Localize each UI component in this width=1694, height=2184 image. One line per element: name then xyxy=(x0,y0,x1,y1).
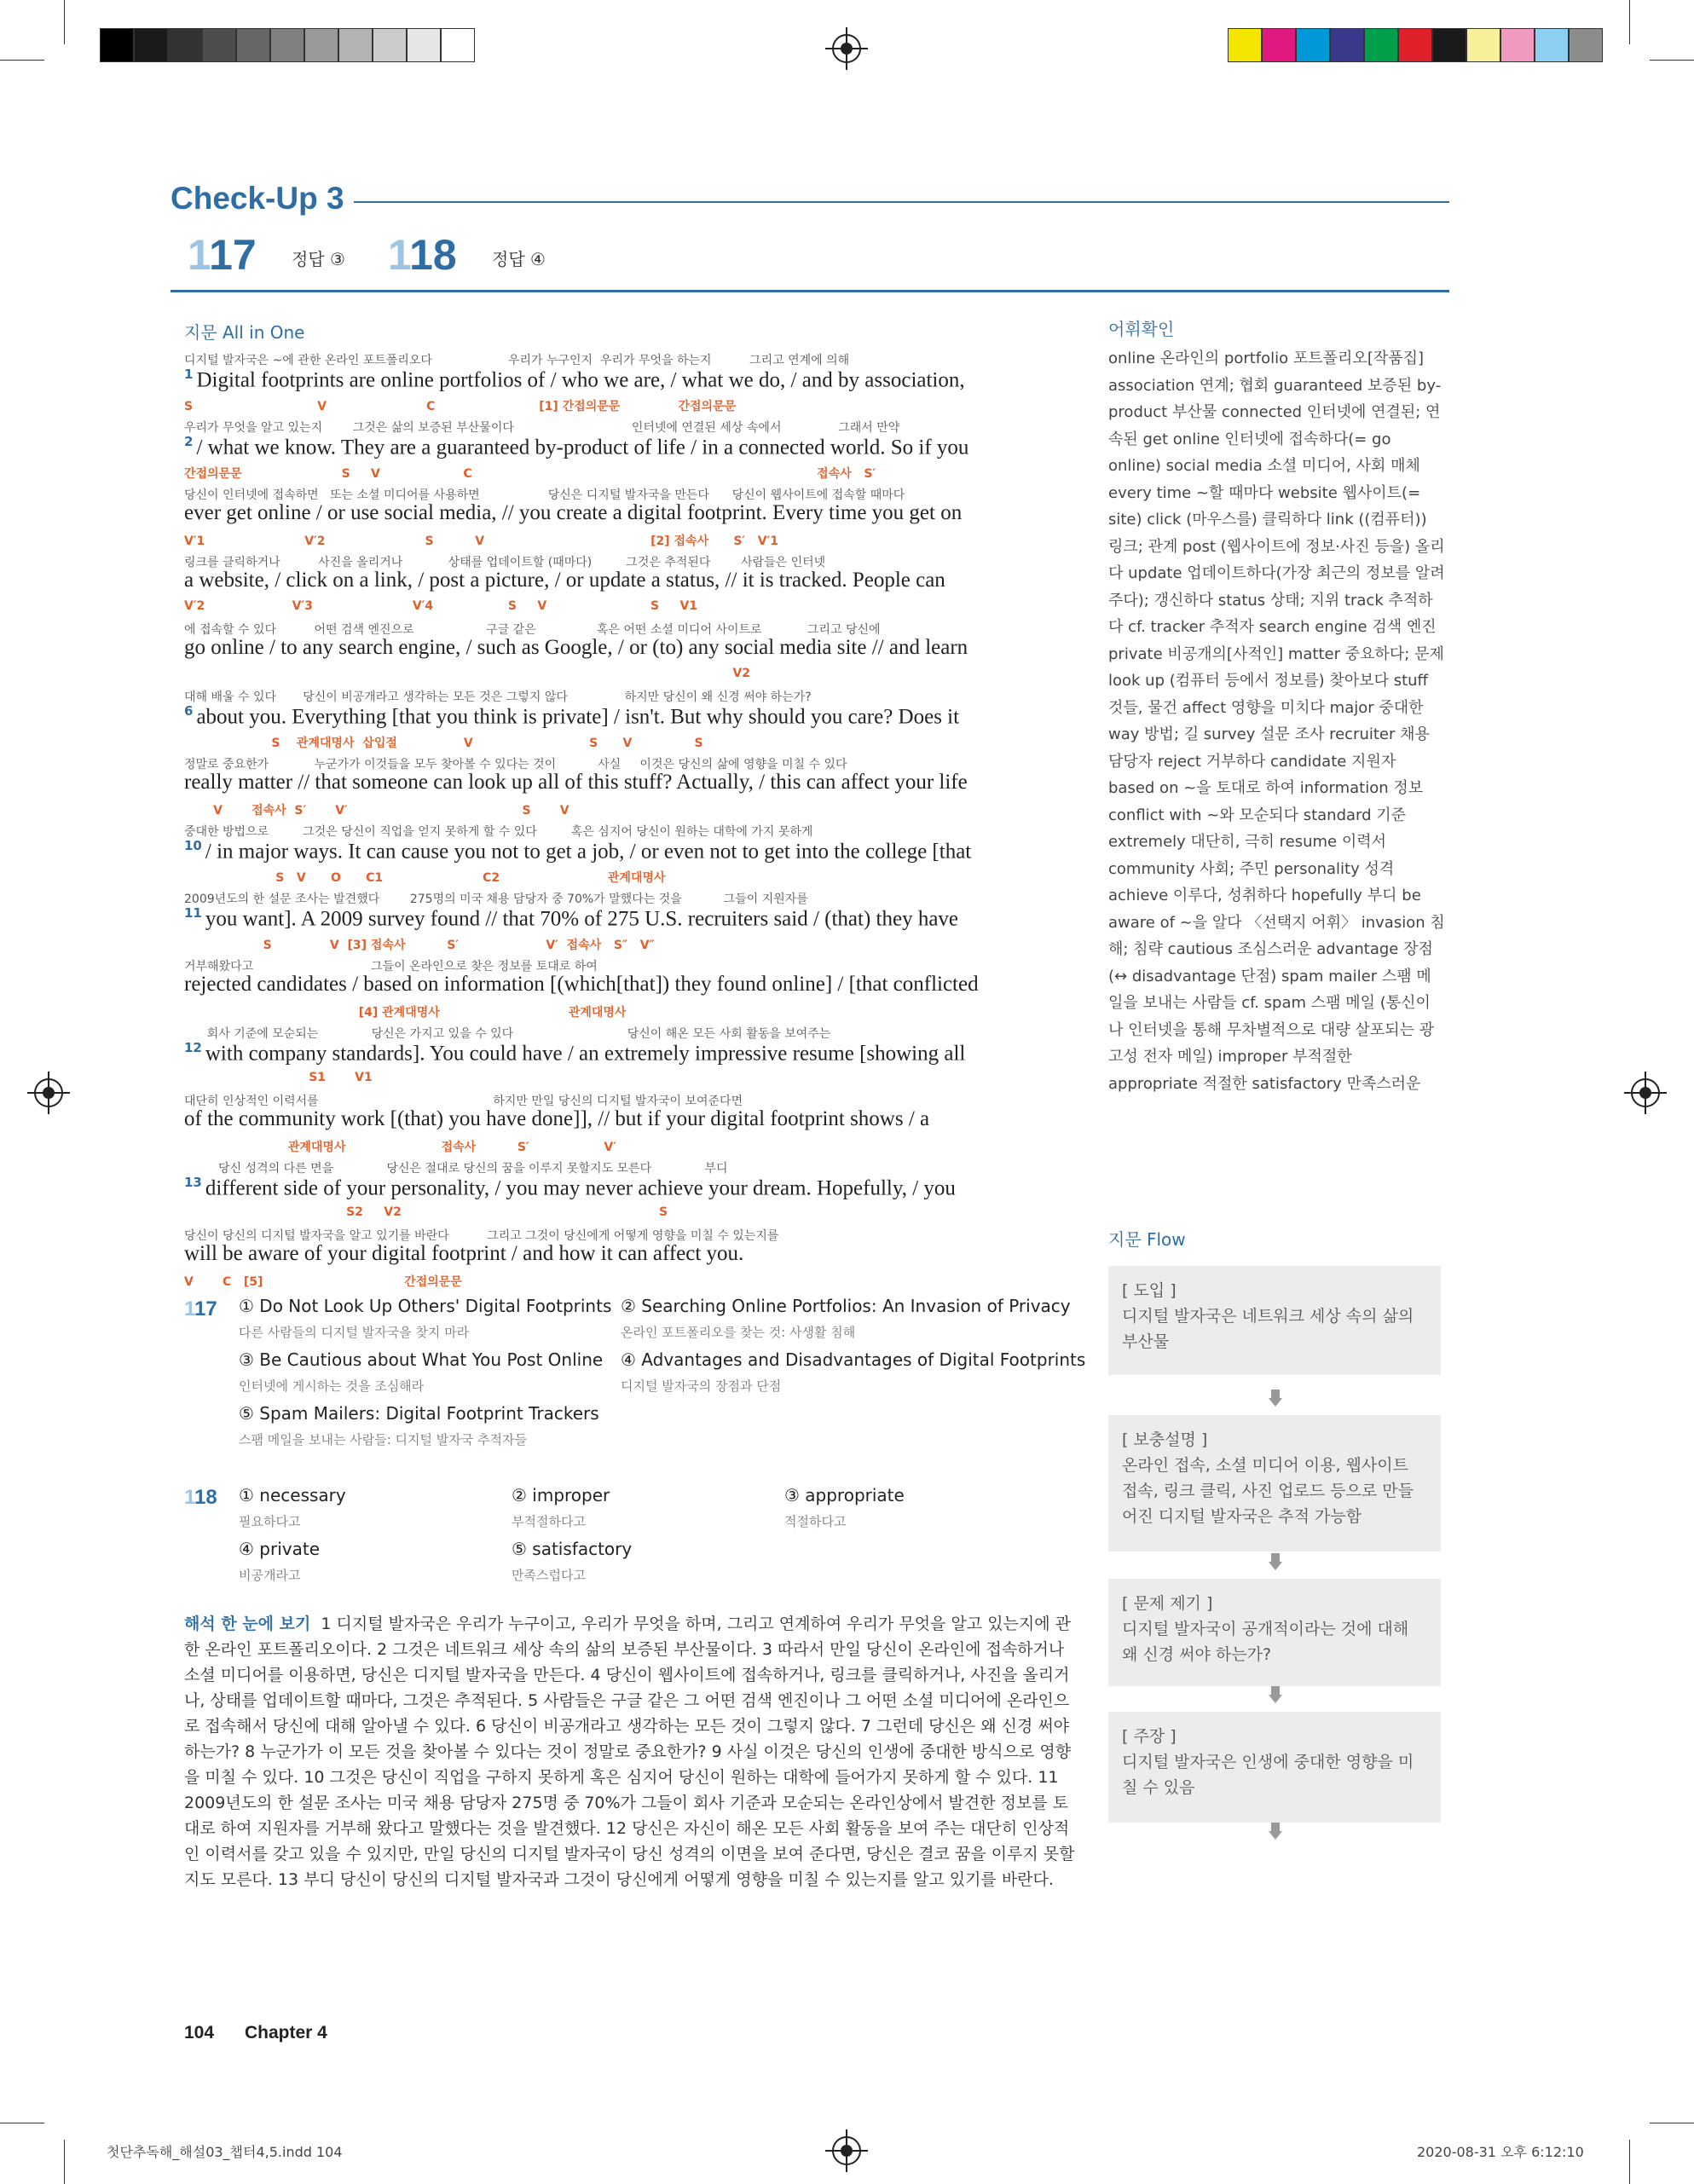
passage-grammar-tags: V C [5] 간접의문문 xyxy=(184,1275,462,1289)
passage-line xyxy=(184,703,1076,729)
registration-mark-icon xyxy=(1631,1078,1660,1107)
registration-mark-icon xyxy=(832,34,861,63)
crop-mark xyxy=(64,2140,65,2184)
crop-mark xyxy=(1629,2140,1630,2184)
down-arrow-icon xyxy=(1269,1695,1282,1703)
passage-line xyxy=(184,973,1076,997)
passage-gloss: 2009년도의 한 설문 조사는 발견했다 275명의 미국 채용 담당자 중 70%가 말했다는 것을 그들이 지원자를 xyxy=(184,893,808,906)
passage-grammar-tags: 간접의문문 S V C 접속사 S′ xyxy=(184,467,876,481)
passage-grammar-tags: S1 V1 xyxy=(184,1071,373,1084)
passage-sentence: rejected candidates / based on information [(which[that]) they found online] / [that conflicted xyxy=(184,973,979,996)
translation-paragraph xyxy=(184,1611,1076,1892)
header-rule xyxy=(171,290,1449,292)
q117-option-3[interactable]: ③ Be Cautious about What You Post Online 인터넷에 게시하는 것을 조심해라 xyxy=(239,1349,604,1394)
color-swatch xyxy=(1500,28,1535,62)
color-swatch xyxy=(1330,28,1364,62)
question-117-label: 117 xyxy=(184,1297,217,1320)
question-number-117: 117 xyxy=(188,231,257,279)
color-swatch xyxy=(1296,28,1330,62)
passage-sentence: with company standards]. You could have / an extremely impressive resume [showing all xyxy=(205,1042,966,1066)
q118-option-3[interactable]: ③ appropriate 적절하다고 xyxy=(784,1485,905,1529)
passage-gloss: 당신이 당신의 디지털 발자국을 알고 있기를 바란다 그리고 그것이 당신에게 어떻게 영향을 미칠 수 있는지를 xyxy=(184,1229,779,1243)
passage-gloss: 우리가 무엇을 알고 있는지 그것은 삶의 보증된 부산물이다 인터넷에 연결된 세상 속에서 그래서 만약 xyxy=(184,421,900,435)
q118-option-1[interactable]: ① necessary 필요하다고 xyxy=(239,1485,346,1529)
flow-title: 지문 Flow xyxy=(1108,1229,1186,1250)
passage-line xyxy=(184,1040,1076,1066)
passage-sentence: you want]. A 2009 survey found // that 70% of 275 U.S. recruiters said / (that) they have xyxy=(205,907,959,931)
grey-swatch xyxy=(236,28,270,62)
slug-date: 2020-08-31 오후 6:12:10 xyxy=(1417,2144,1584,2160)
passage-grammar-tags: S2 V2 S xyxy=(184,1205,668,1219)
passage-sentence: about you. Everything [that you think is private] / isn't. But why should you care? Does it xyxy=(196,705,960,729)
passage-line xyxy=(184,636,1076,660)
crop-mark xyxy=(1650,60,1694,61)
q118-option-2[interactable]: ② improper 부적절하다고 xyxy=(512,1485,610,1529)
down-arrow-icon xyxy=(1269,1831,1282,1840)
answer-118: 정답 ④ xyxy=(492,249,546,269)
passage-sentence: different side of your personality, / you may never achieve your dream. Hopefully, / you xyxy=(205,1176,956,1200)
passage-grammar-tags: S 관계대명사 삽입절 V S V S xyxy=(184,737,703,750)
q117-option-2[interactable]: ② Searching Online Portfolios: An Invasion of Privacy 온라인 포트폴리오를 찾는 것: 사생활 침해 xyxy=(621,1296,1071,1340)
passage-line xyxy=(184,367,1076,392)
flow-box-intro: [ 도입 ] 디지털 발자국은 네트워크 세상 속의 삶의 부산물 xyxy=(1108,1266,1441,1375)
passage-sentence: Digital footprints are online portfolios of / who we are, / what we do, / and by association, xyxy=(196,368,965,392)
sentence-number: 13 xyxy=(184,1175,202,1190)
passage-line xyxy=(184,1175,1076,1200)
sentence-number: 11 xyxy=(184,905,202,921)
flow-box-detail: [ 보충설명 ] 온라인 접속, 소셜 미디어 이용, 웹사이트 접속, 링크 클릭, 사진 업로드 등으로 만들어진 디지털 발자국은 추적 가능함 xyxy=(1108,1415,1441,1551)
passage-grammar-tags: 관계대명사 접속사 S′ V′ xyxy=(184,1141,616,1154)
slug-filename: 첫단추독해_해설03_챕터4,5.indd 104 xyxy=(107,2144,343,2160)
passage-gloss: 디지털 발자국은 ~에 관한 온라인 포트폴리오다 우리가 누구인지 우리가 무엇을 하는지 그리고 연계에 의해 xyxy=(184,354,850,367)
passage-gloss: 거부해왔다고 그들이 온라인으로 찾은 정보를 토대로 하여 xyxy=(184,960,598,974)
passage-sentence: of the community work [(that) you have done]], // but if your digital footprint shows / a xyxy=(184,1107,930,1130)
registration-mark-icon xyxy=(832,2136,861,2165)
passage-grammar-tags: V2 xyxy=(184,667,750,680)
passage-sentence: really matter // that someone can look up all of this stuff? Actually, / this can affect your life xyxy=(184,771,968,794)
grey-swatch xyxy=(373,28,407,62)
passage-line xyxy=(184,1107,1076,1131)
vocab-title: 어휘확인 xyxy=(1108,319,1175,339)
sentence-number: 2 xyxy=(184,434,194,449)
passage-gloss: 회사 기준에 모순되는 당신은 가지고 있을 수 있다 당신이 해온 모든 사회 활동을 보여주는 xyxy=(184,1027,831,1041)
grey-swatch xyxy=(441,28,475,62)
passage-grammar-tags: S V C [1] 간접의문문 간접의문문 xyxy=(184,400,737,413)
answer-117: 정답 ③ xyxy=(292,249,345,269)
grey-swatch xyxy=(202,28,236,62)
q117-option-1[interactable]: ① Do Not Look Up Others' Digital Footprints 다른 사람들의 디지털 발자국을 찾지 마라 xyxy=(239,1296,612,1340)
passage-section-title: 지문 All in One xyxy=(184,322,305,343)
passage-sentence: / what we know. They are a guaranteed by-product of life / in a connected world. So if you xyxy=(196,436,969,459)
sentence-number: 10 xyxy=(184,838,202,853)
down-arrow-icon xyxy=(1269,1562,1282,1570)
registration-mark-icon xyxy=(34,1078,63,1107)
color-swatch xyxy=(1228,28,1262,62)
passage-grammar-tags: S V O C1 C2 관계대명사 xyxy=(184,871,666,885)
translation-body: 1 디지털 발자국은 우리가 누구이고, 우리가 무엇을 하며, 그리고 연계하여 우리가 무엇을 알고 있는지에 관한 온라인 포트폴리오이다. 2 그것은 네트워크 세상 속의 삶의 보증된 부산물이다. 3 따라서 만일 당신이 온라인에 접속하거나 소셜 미디어를 이용하면, 당신은 디지털 발자국을 만든다. 4 당신이 웹사이트에 접속하거나, 링크를 클릭하거나, 사진을 올리거나, 상태를 업데이트할 때마다, 그것은 추적된다. 5 사람들은 구글 같은 그 어떤 검색 엔진이나 그 어떤 소셜 미디어에 온라인으로 접속해서 당신에 대해 알아낼 수 있다. 6 당신이 비공개라고 생각하는 모든 것이 그렇지 않다. 7 그런데 당신은 왜 신경 써야 하는가? 8 누군가가 이 모든 것을 찾아볼 수 있다는 것이 정말로 중요한가? 9 사실 이것은 당신의 인생에 중대한 방식으로 영향을 미칠 수 있다. 10 그것은 당신이 직업을 구하지 못하게 혹은 심지어 당신이 원하는 대학에 들어가지 못하게 할 수 있다. 11 2009년도의 한 설문 조사는 미국 채용 담당자 275명 중 70%가 그들이 회사 기준과 모순되는 온라인상에서 발견한 정보를 토대로 하여 지원자를 거부해 왔다고 말했다는 것을 발견했다. 12 당신은 자신이 해온 모든 사회 활동을 보여 주는 대단히 인상적인 이력서를 갖고 있을 수 있지만, 만일 당신의 디지털 발자국이 당신 성격의 이면을 보여 준다면, 당신은 결코 꿈을 이루지 못할지도 모른다. 13 부디 당신이 당신의 디지털 발자국과 그것이 당신에게 어떻게 영향을 미칠 수 있는지를 알고 있기를 바란다. xyxy=(184,1615,1075,1889)
passage-gloss: 대해 배울 수 있다 당신이 비공개라고 생각하는 모든 것은 그렇지 않다 하지만 당신이 왜 신경 써야 하는가? xyxy=(184,690,812,704)
passage-line xyxy=(184,1242,1076,1266)
translation-heading: 해석 한 눈에 보기 xyxy=(184,1615,311,1633)
q117-option-5[interactable]: ⑤ Spam Mailers: Digital Footprint Trackers 스팸 메일을 보내는 사람들: 디지털 발자국 추적자들 xyxy=(239,1403,599,1447)
color-swatch xyxy=(1432,28,1466,62)
sentence-number: 1 xyxy=(184,367,194,382)
passage-grammar-tags: S V [3] 접속사 S′ V′ 접속사 S″ V″ xyxy=(184,939,655,952)
passage-line xyxy=(184,569,1076,592)
passage-gloss: 링크를 클릭하거나 사진을 올리거나 상태를 업데이트할 (때마다) 그것은 추적된다 사람들은 인터넷 xyxy=(184,556,826,569)
passage-grammar-tags: V′1 V′2 S V [2] 접속사 S′ V′1 xyxy=(184,534,778,548)
q117-option-4[interactable]: ④ Advantages and Disadvantages of Digital Footprints 디지털 발자국의 장점과 단점 xyxy=(621,1349,1086,1394)
passage-gloss: 에 접속할 수 있다 어떤 검색 엔진으로 구글 같은 혹은 어떤 소셜 미디어 사이트로 그리고 당신에 xyxy=(184,623,881,637)
flow-box-question: [ 문제 제기 ] 디지털 발자국이 공개적이라는 것에 대해 왜 신경 써야 하는가? xyxy=(1108,1579,1441,1686)
grey-swatch xyxy=(168,28,202,62)
passage-grammar-tags: V′2 V′3 V′4 S V S V1 xyxy=(184,599,698,613)
color-swatch xyxy=(1535,28,1569,62)
grey-swatch xyxy=(304,28,338,62)
color-swatch xyxy=(1569,28,1603,62)
passage-sentence: / in major ways. It can cause you not to get a job, / or even not to get into the college [that xyxy=(205,840,972,864)
color-swatch xyxy=(1364,28,1398,62)
page-title: Check-Up 3 xyxy=(171,181,344,216)
passage-line xyxy=(184,905,1076,931)
color-swatch xyxy=(1398,28,1432,62)
color-swatch xyxy=(1466,28,1500,62)
passage-gloss: 대단히 인상적인 이력서를 하지만 만일 당신의 디지털 발자국이 보여준다면 xyxy=(184,1095,743,1108)
crop-mark xyxy=(0,60,44,61)
passage-gloss: 당신이 인터넷에 접속하면 또는 소셜 미디어를 사용하면 당신은 디지털 발자국을 만든다 당신이 웹사이트에 접속할 때마다 xyxy=(184,488,905,502)
grey-swatch xyxy=(407,28,441,62)
sentence-number: 12 xyxy=(184,1040,202,1055)
grey-swatch xyxy=(270,28,304,62)
grey-swatch xyxy=(338,28,373,62)
flow-box-claim: [ 주장 ] 디지털 발자국은 인생에 중대한 영향을 미칠 수 있음 xyxy=(1108,1712,1441,1823)
vocab-list: online 온라인의 portfolio 포트폴리오[작품집] association 연계; 협회 guaranteed 보증된 by-product 부산물 connected 인터넷에 연결된; 연속된 get online 인터넷에 접속하다(= go online) social media 소셜 미디어, 사회 매체 every time ~할 때마다 website 웹사이트(= site) click (마우스를) 클릭하다 link ((컴퓨터)) 링크; 관계 post (웹사이트에 정보·사진 등을) 올리다 update 업데이트하다(가장 최근의 정보를 알려주다); 갱신하다 status 상태; 지위 track 추적하다 cf. tracker 추적자 search engine 검색 엔진 private 비공개의[사적인] matter 중요하다; 문제 look up (컴퓨터 등에서 정보를) 찾아보다 stuff 것들, 물건 affect 영향을 미치다 major 중대한 way 방법; 길 survey 설문 조사 recruiter 채용 담당자 reject 거부하다 candidate 지원자 based on ~을 토대로 하여 information 정보 conflict with ~와 모순되다 standard 기준 extremely 대단히, 극히 resume 이력서 community 사회; 주민 personality 성격 achieve 이루다, 성취하다 hopefully 부디 be aware of ~을 알다 〈선택지 어휘〉 invasion 침해; 침략 cautious 조심스러운 advantage 장점(↔ disadvantage 단점) spam mailer 스팸 메일을 보내는 사람들 cf. spam 스팸 메일 (통신이나 인터넷을 통해 무차별적으로 대량 살포되는 광고성 전자 메일) improper 부적절한 appropriate 적절한 satisfactory 만족스러운 xyxy=(1108,350,1445,1093)
q118-option-4[interactable]: ④ private 비공개라고 xyxy=(239,1539,320,1583)
passage-gloss: 당신 성격의 다른 면을 당신은 절대로 당신의 꿈을 이루지 못할지도 모른다 부디 xyxy=(184,1162,728,1176)
grey-swatch xyxy=(100,28,134,62)
passage-grammar-tags: V 접속사 S′ V′ S V xyxy=(184,804,569,818)
passage-gloss: 중대한 방법으로 그것은 당신이 직업을 얻지 못하게 할 수 있다 혹은 심지어 당신이 원하는 대학에 가지 못하게 xyxy=(184,825,813,839)
passage-grammar-tags: [4] 관계대명사 관계대명사 xyxy=(184,1006,627,1020)
crop-mark xyxy=(64,0,65,44)
chapter-label: Chapter 4 xyxy=(245,2023,327,2042)
title-rule xyxy=(354,201,1449,203)
passage-line xyxy=(184,434,1076,459)
passage-line xyxy=(184,838,1076,864)
passage-sentence: go online / to any search engine, / such as Google, / or (to) any social media site // and learn xyxy=(184,636,968,659)
question-118-label: 118 xyxy=(184,1486,217,1509)
grey-swatch xyxy=(134,28,168,62)
crop-mark xyxy=(1629,0,1630,44)
down-arrow-icon xyxy=(1269,1398,1282,1407)
question-number-118: 118 xyxy=(388,231,457,279)
passage-line xyxy=(184,771,1076,794)
page-number: 104 xyxy=(184,2023,215,2042)
color-swatch xyxy=(1262,28,1296,62)
passage-sentence: ever get online / or use social media, // you create a digital footprint. Every time you get on xyxy=(184,501,963,524)
passage-sentence: will be aware of your digital footprint / and how it can affect you. xyxy=(184,1242,744,1265)
passage-gloss: 정말로 중요한가 누군가가 이것들을 모두 찾아볼 수 있다는 것이 사실 이것은 당신의 삶에 영향을 미칠 수 있다 xyxy=(184,758,847,771)
sentence-number: 6 xyxy=(184,703,194,719)
passage-sentence: a website, / click on a link, / post a picture, / or update a status, // it is tracked. People can xyxy=(184,569,945,592)
passage-line xyxy=(184,501,1076,525)
q118-option-5[interactable]: ⑤ satisfactory 만족스럽다고 xyxy=(512,1539,633,1583)
